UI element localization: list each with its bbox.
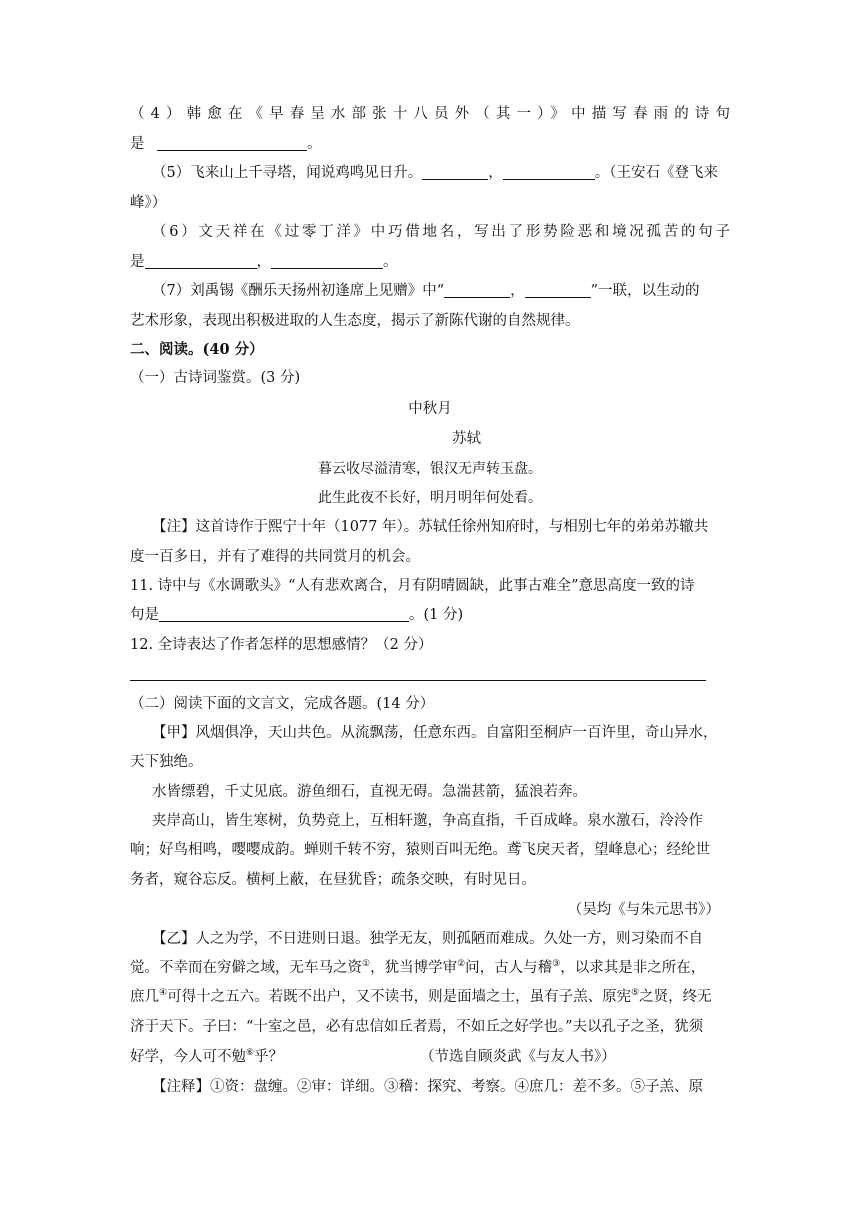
q6-line2-pre: 是 [130,254,145,270]
yi-l3-a: 庶几 [130,989,159,1005]
yi-l3-b: 可得十之五六。若既不出户，又不读书，则是面墙之士，虽有子羔、原宪 [167,989,632,1005]
q4-answer-blank[interactable] [157,135,307,151]
q7-pre: （7）刘禹锡《酬乐天扬州初逢席上见赠》中“ [152,283,445,299]
yi-source: （节选自顾炎武《与友人书》） [420,1049,616,1065]
q4-line2-pre: 是 [130,136,145,152]
q6-comma: ， [256,254,271,270]
footnote-marker-6: ⑥ [246,1048,255,1059]
q4-line2-post: 。 [307,136,322,152]
poem-author: 苏轼 [452,431,481,447]
part1-heading: （一）古诗词鉴赏。(3 分) [130,370,301,386]
yi-line1: 【乙】人之为学，不日进则日退。独学无友，则孤陋而难成。久处一方，则习染而不自 [152,931,703,947]
footnote-marker-2: ② [457,959,466,970]
footnote-marker-1: ① [362,959,371,970]
q4-line1: （4）韩愈在《早春呈水部张十八员外（其一）》中描写春雨的诗句 [130,106,730,122]
yi-l2-b: ，犹当博学审 [370,960,458,976]
q7-post: ”一联，以生动的 [590,283,700,299]
section2-title: 二、阅读。(40 分） [130,341,264,358]
jia-p3-line2: 响；好鸟相鸣，嘤嘤成韵。蝉则千转不穷，猿则百叫无绝。鸢飞戾天者，望峰息心；经纶世 [130,842,710,858]
yi-line2 [130,958,730,978]
q7-line2: 艺术形象，表现出积极进取的人生态度，揭示了新陈代谢的自然规律。 [130,313,580,329]
q6-blank-1[interactable] [145,253,257,269]
jia-p3-line3: 务者，窥谷忘反。横柯上蔽，在昼犹昏；疏条交映，有时见日。 [130,872,536,888]
q7-line1 [130,281,730,301]
poem-line-2: 此生此夜不长好，明月明年何处看。 [318,490,542,506]
poem-title: 中秋月 [408,401,452,417]
yi-l3-c: 之贤，终无 [639,989,712,1005]
q4-line2 [130,134,730,154]
poem-note-line2: 度一百多日，并有了难得的共同赏月的机会。 [130,549,420,565]
q5-pre: （5）飞来山上千寻塔，闻说鸡鸣见日升。 [152,165,423,181]
q5-comma: ， [488,165,503,181]
jia-source: （吴均《与朱元思书》） [567,902,720,918]
q12-answer-line[interactable] [130,680,706,681]
yi-l5-b: 乎？ [254,1049,284,1065]
q5-line2: 峰》） [130,195,167,211]
yi-l2-c: 问，古人与稽 [465,960,553,976]
jia-p1-line2: 天下独绝。 [130,754,203,770]
q5-blank-2[interactable] [503,164,595,180]
q6-blank-2[interactable] [271,253,383,269]
q5-line1 [130,163,730,183]
q6-line2 [130,252,730,272]
q11-line1: 11. 诗中与《水调歌头》“人有悲欢离合，月有阴晴圆缺，此事古难全”意思高度一致的诗 [130,578,695,594]
footnote-marker-3: ③ [552,959,561,970]
q12-question: 12. 全诗表达了作者怎样的思想感情？（2 分） [130,637,433,653]
q11-line2-pre: 句是 [130,607,159,623]
q7-blank-1[interactable] [444,282,510,298]
q11-line2-post: 。(1 分) [409,607,464,623]
yi-l2-a: 觉。不幸而在穷僻之域，无车马之资 [130,960,362,976]
q11-line2 [130,605,730,625]
poem-line-1: 暮云收尽溢清寒，银汉无声转玉盘。 [318,461,542,477]
part2-heading: （二）阅读下面的文言文，完成各题。(14 分） [130,696,435,712]
jia-p3-line1: 夹岸高山，皆生寒树，负势竞上，互相轩邈，争高直指，千百成峰。泉水激石，泠泠作 [152,813,703,829]
footnote-marker-4: ④ [159,988,168,999]
q6-line1: （6）文天祥在《过零丁洋》中巧借地名，写出了形势险恶和境况孤苦的句子 [152,224,730,240]
poem-note-line1: 【注】这首诗作于熙宁十年（1077 年）。苏轼任徐州知府时，与相别七年的弟弟苏辙共 [152,519,709,535]
q5-blank-1[interactable] [422,164,488,180]
q7-comma: ， [510,283,525,299]
yi-line4: 济于天下。子曰：“十室之邑，必有忠信如丘者焉，不如丘之好学也。”夫以孔子之圣，犹须 [130,1019,704,1035]
q5-post: 。（王安石《登飞来 [594,165,718,181]
jia-p1-line1: 【甲】风烟俱净，天山共色。从流飘荡，任意东西。自富阳至桐庐一百许里，奇山异水， [152,725,718,741]
q11-answer-blank[interactable] [159,606,409,622]
q6-end: 。 [383,254,398,270]
yi-l5-a: 好学，今人可不勉 [130,1049,246,1065]
jia-p2: 水皆缥碧，千丈见底。游鱼细石，直视无碍。急湍甚箭，猛浪若奔。 [152,784,587,800]
q7-blank-2[interactable] [525,282,591,298]
yi-line3 [130,987,730,1007]
footnote-marker-5: ⑤ [631,988,640,999]
annotation-notes: 【注释】①资：盘缠。②审：详细。③稽：探究、考察。④庶几：差不多。⑤子羔、原 [152,1079,703,1095]
yi-l2-d: ，以求其是非之所在， [560,960,706,976]
